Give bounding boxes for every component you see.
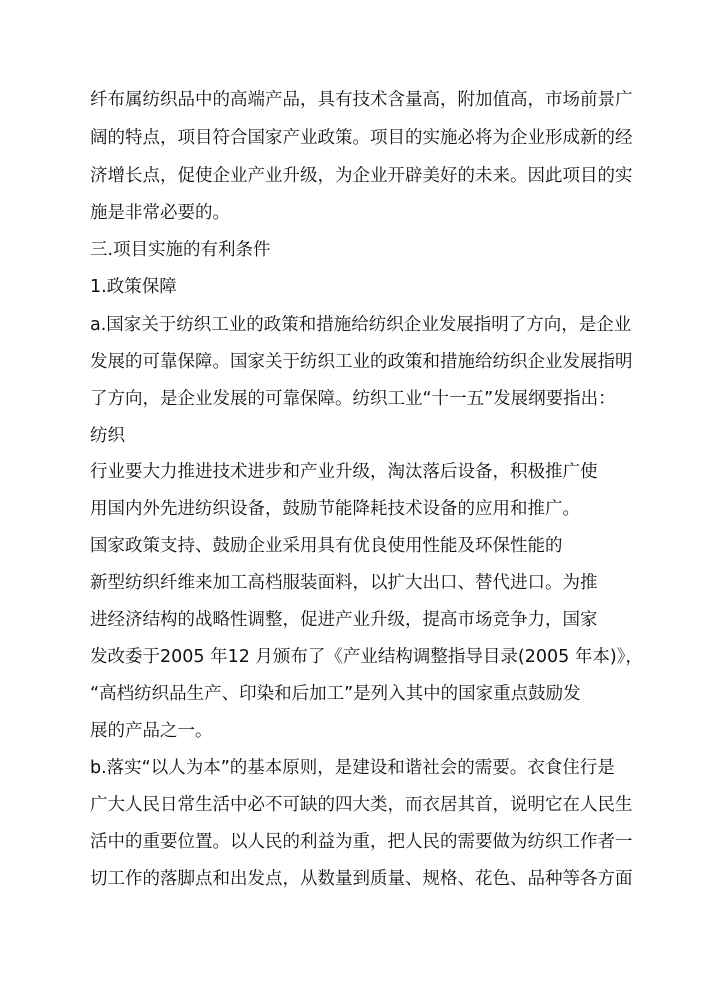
paragraph-line: 纺织 [90, 426, 125, 446]
paragraph-line: 发展的可靠保障。国家关于纺织工业的政策和措施给纺织企业发展指明 [90, 352, 633, 372]
paragraph-line: 展的产品之一。 [90, 721, 213, 741]
paragraph-line: 广大人民日常生活中必不可缺的四大类，而衣居其首，说明它在人民生 [90, 795, 633, 815]
paragraph-line: 阔的特点，项目符合国家产业政策。项目的实施必将为企业形成新的经 [90, 128, 633, 148]
paragraph-line: 济增长点，促使企业产业升级，为企业开辟美好的未来。因此项目的实 [90, 166, 633, 186]
paragraph-line: 用国内外先进纺织设备，鼓励节能降耗技术设备的应用和推广。 [90, 499, 580, 519]
subsection-heading: 1.政策保障 [90, 277, 177, 297]
paragraph-line: a.国家关于纺织工业的政策和措施给纺织企业发展指明了方向，是企业 [90, 315, 632, 335]
paragraph-line: 进经济结构的战略性调整，促进产业升级，提高市场竞争力，国家 [90, 610, 598, 630]
section-heading: 三.项目实施的有利条件 [90, 240, 271, 260]
paragraph-line: b.落实“以人为本”的基本原则，是建设和谐社会的需要。衣食住行是 [90, 758, 615, 778]
paragraph-line: 了方向，是企业发展的可靠保障。纺织工业“十一五”发展纲要指出： [90, 389, 616, 409]
paragraph-line: 纤布属纺织品中的高端产品，具有技术含量高，附加值高，市场前景广 [90, 90, 633, 110]
paragraph-line: 行业要大力推进技术进步和产业升级，淘汰落后设备，积极推广使 [90, 462, 598, 482]
paragraph-line: 新型纺织纤维来加工高档服装面料，以扩大出口、替代进口。为推 [90, 573, 598, 593]
paragraph-line: 切工作的落脚点和出发点，从数量到质量、规格、花色、品种等各方面 [90, 869, 633, 889]
paragraph-line: 发改委于2005 年12 月颁布了《产业结构调整指导目录(2005 年本)》， [90, 647, 643, 667]
paragraph-line: 施是非常必要的。 [90, 203, 230, 223]
paragraph-line: “高档纺织品生产、印染和后加工”是列入其中的国家重点鼓励发 [90, 684, 581, 704]
paragraph-line: 国家政策支持、鼓励企业采用具有优良使用性能及环保性能的 [90, 536, 563, 556]
paragraph-line: 活中的重要位置。以人民的利益为重，把人民的需要做为纺织工作者一 [90, 832, 633, 852]
